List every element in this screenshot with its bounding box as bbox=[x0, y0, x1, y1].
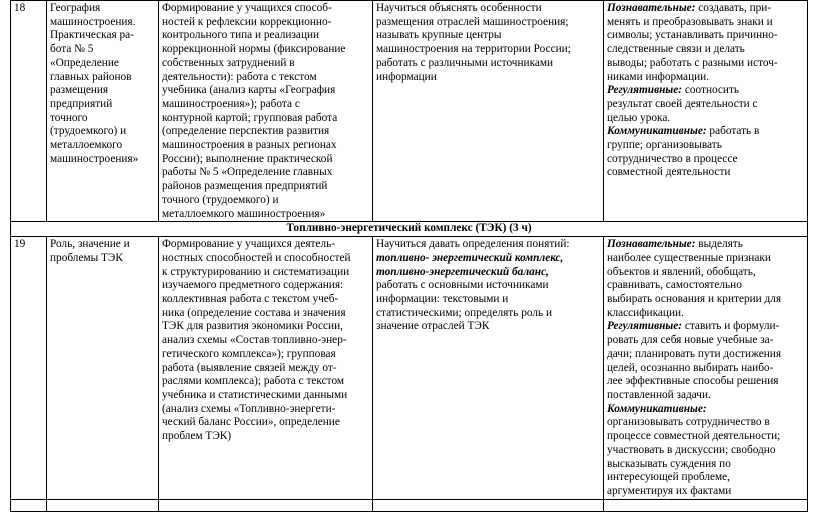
topic-line: машиностроения. bbox=[50, 15, 136, 28]
activity-line: работы № 5 «Определение главных bbox=[162, 166, 333, 179]
activity-line: деятельности): работа с текстом bbox=[162, 70, 317, 83]
uud-line: классификации. bbox=[607, 306, 684, 319]
empty-cell bbox=[159, 499, 373, 511]
uud-line: поставленной задачи. bbox=[607, 388, 711, 401]
cognitive-label: Познавательные: bbox=[607, 238, 696, 251]
activity-line: проблем ТЭК) bbox=[162, 430, 232, 443]
topic-line: Роль, значение и bbox=[50, 238, 130, 251]
activity-line: Формирование у учащихся деятель- bbox=[162, 238, 336, 251]
activity-line: металлоемкого машиностроения» bbox=[162, 207, 326, 220]
activity-line: коррекционной нормы (фиксирование bbox=[162, 43, 346, 56]
regulatory-label: Регулятивные: bbox=[607, 320, 683, 333]
uud-line: следственные связи и делать bbox=[607, 43, 745, 56]
uud-text: соотносить bbox=[682, 84, 740, 97]
topic-line: размещения bbox=[50, 84, 109, 97]
uud-line: организовывать сотрудничество в bbox=[607, 416, 770, 429]
topic-line: предприятий bbox=[50, 97, 113, 110]
lesson-number: 19 bbox=[14, 238, 26, 251]
lesson-topic-cell bbox=[47, 237, 159, 499]
topic-line: (трудоемкого) и bbox=[50, 125, 127, 138]
uud-line: объектов и явлений, обобщать, bbox=[607, 265, 756, 278]
uud-line: процессе совместной деятельности; bbox=[607, 430, 781, 443]
uud-line: интересующей проблеме, bbox=[607, 471, 730, 484]
uud-line: выбирать основания и критерии для bbox=[607, 293, 782, 306]
communicative-label: Коммуникативные: bbox=[607, 125, 707, 138]
uud-text: ставить и формули- bbox=[682, 320, 780, 333]
activity-line: коллективная работа с текстом учеб- bbox=[162, 293, 339, 306]
table-row-19 bbox=[11, 237, 808, 499]
uud-line: лее эффективные способы решения bbox=[607, 375, 779, 388]
topic-line: «Определение bbox=[50, 56, 119, 69]
subject-line: Научиться давать определения понятий: bbox=[376, 238, 570, 251]
lesson-topic-cell bbox=[47, 1, 159, 222]
uud-line: наиболее существенные признаки bbox=[607, 251, 771, 264]
uud-line: сравнивать, самостоятельно bbox=[607, 279, 742, 292]
topic-line: машиностроения» bbox=[50, 152, 139, 165]
subject-line: машиностроения на территории России; bbox=[376, 43, 571, 56]
table-row-continuation bbox=[11, 499, 808, 511]
empty-cell bbox=[47, 499, 159, 511]
activity-line: точного (трудоемкого) и bbox=[162, 193, 279, 206]
subject-line: размещения отраслей машиностроения; bbox=[376, 15, 569, 28]
subject-results-cell bbox=[373, 1, 604, 222]
activity-line: районов размещения предприятий bbox=[162, 180, 328, 193]
topic-line: главных районов bbox=[50, 70, 132, 83]
table-row-18 bbox=[11, 1, 808, 222]
uud-cell bbox=[604, 1, 808, 222]
topic-line: проблемы ТЭК bbox=[50, 251, 123, 264]
communicative-label: Коммуникативные: bbox=[607, 402, 707, 415]
subject-line: работать с различными источниками bbox=[376, 56, 554, 69]
uud-line: высказывать суждения по bbox=[607, 457, 731, 470]
uud-line: дачи; планировать пути достижения bbox=[607, 347, 782, 360]
activity-line: Формирование у учащихся способ- bbox=[162, 2, 332, 14]
activity-line: собственных затруднений в bbox=[162, 56, 295, 69]
activity-line: ностных способностей и способностей bbox=[162, 251, 351, 264]
subject-line: Научиться объяснять особенности bbox=[376, 2, 542, 14]
subject-line: работать с основными источниками bbox=[376, 279, 549, 292]
subject-term: топливно- энергетический комплекс, bbox=[376, 251, 564, 264]
subject-results-cell bbox=[373, 237, 604, 499]
subject-line: называть крупные центры bbox=[376, 29, 502, 42]
subject-line: информации bbox=[376, 70, 437, 83]
topic-line: металлоемкого bbox=[50, 139, 123, 152]
uud-line: целей, осознанно выбирать наибо- bbox=[607, 361, 774, 374]
activity-line: ческий баланс России», определение bbox=[162, 416, 340, 429]
lesson-number-cell bbox=[11, 1, 47, 222]
topic-line: бота № 5 bbox=[50, 43, 94, 56]
subject-line: статистическими; определять роль и bbox=[376, 306, 552, 319]
activity-line: контрольного типа и реализации bbox=[162, 29, 320, 42]
activity-line: к структурированию и систематизации bbox=[162, 265, 350, 278]
uud-line: сотрудничество в процессе bbox=[607, 152, 738, 165]
activity-line: (анализ схемы «Топливно-энергети- bbox=[162, 402, 336, 415]
subject-line: значение отраслей ТЭК bbox=[376, 320, 490, 333]
topic-line: Практическая ра- bbox=[50, 29, 134, 42]
uud-line: аргументируя их фактами bbox=[607, 484, 732, 497]
lesson-number: 18 bbox=[14, 2, 26, 14]
subject-line: информации: текстовыми и bbox=[376, 293, 509, 306]
uud-line: участвовать в дискуссии; свободно bbox=[607, 443, 776, 456]
empty-cell bbox=[373, 499, 604, 511]
lesson-number-cell bbox=[11, 237, 47, 499]
lesson-plan-table bbox=[10, 0, 808, 512]
uud-cell bbox=[604, 237, 808, 499]
uud-line: символы; устанавливать причинно- bbox=[607, 29, 778, 42]
uud-line: целью урока. bbox=[607, 111, 671, 124]
section-title: Топливно-энергетический комплекс (ТЭК) (3 ч) bbox=[11, 222, 808, 237]
activity-line: России); выполнение практической bbox=[162, 152, 333, 165]
activity-line: работа (выявление связей между от- bbox=[162, 361, 337, 374]
activity-line: раслями комплекса); работа с текстом bbox=[162, 375, 345, 388]
activity-line: ника (определение состава и значения bbox=[162, 306, 346, 319]
activity-line: учебника и статистическими данными bbox=[162, 388, 348, 401]
activity-line: (определение перспектив развития bbox=[162, 125, 330, 138]
activity-line: учебника (анализ карты «География bbox=[162, 84, 336, 97]
uud-line: совместной деятельности bbox=[607, 166, 731, 179]
topic-line: точного bbox=[50, 111, 88, 124]
activity-line: ТЭК для развития экономики России, bbox=[162, 320, 343, 333]
empty-cell bbox=[11, 499, 47, 511]
activity-cell bbox=[159, 1, 373, 222]
activity-line: анализ схемы «Состав топливно-энер- bbox=[162, 334, 347, 347]
uud-text: выделять bbox=[695, 238, 743, 251]
uud-line: никами информации. bbox=[607, 70, 710, 83]
uud-line: менять и преобразовывать знаки и bbox=[607, 15, 773, 28]
activity-line: машиностроения в разных регионах bbox=[162, 139, 337, 152]
uud-text: создавать, при- bbox=[695, 2, 772, 14]
uud-line: выводы; работать с разными источ- bbox=[607, 56, 778, 69]
uud-text: работать в bbox=[706, 125, 760, 138]
activity-line: гетического комплекса»); групповая bbox=[162, 347, 336, 360]
topic-line: География bbox=[50, 2, 101, 14]
activity-line: изучаемого предметного содержания: bbox=[162, 279, 344, 292]
uud-line: результат своей деятельности с bbox=[607, 97, 758, 110]
activity-line: машиностроения»); работа с bbox=[162, 97, 300, 110]
activity-line: контурной картой; групповая работа bbox=[162, 111, 338, 124]
uud-line: ровать для себя новые учебные за- bbox=[607, 334, 774, 347]
activity-line: ностей к рефлексии коррекционно- bbox=[162, 15, 332, 28]
activity-cell bbox=[159, 237, 373, 499]
uud-line: группе; организовывать bbox=[607, 139, 722, 152]
cognitive-label: Познавательные: bbox=[607, 2, 696, 14]
subject-term: топливно-энергетический баланс, bbox=[376, 265, 549, 278]
section-header-row bbox=[11, 222, 808, 237]
empty-cell bbox=[604, 499, 808, 511]
regulatory-label: Регулятивные: bbox=[607, 84, 683, 97]
